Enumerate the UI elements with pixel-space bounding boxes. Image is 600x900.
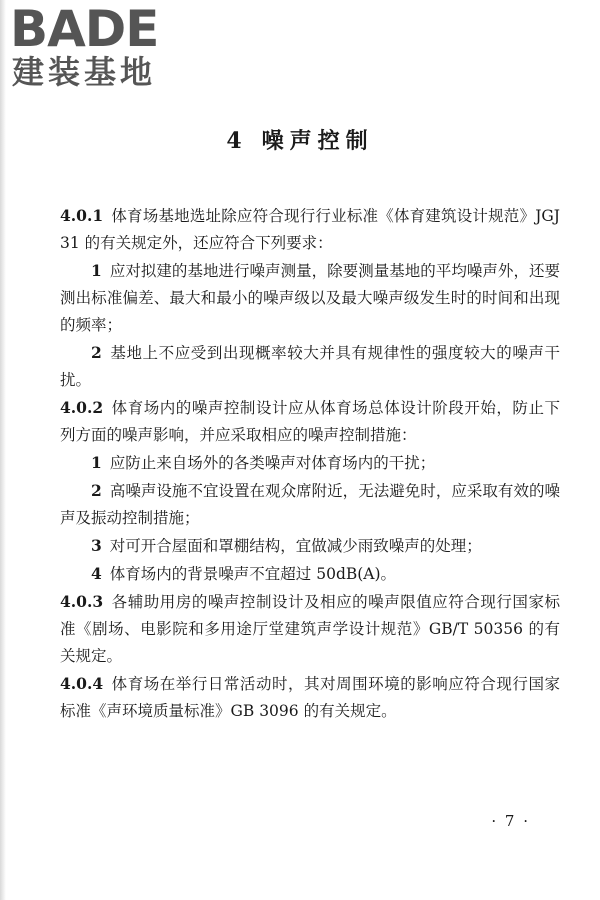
item-text: 对可开合屋面和罩棚结构，宜做减少雨致噪声的处理； [109, 537, 482, 555]
item-number: 2 [91, 343, 102, 362]
item-paragraph [60, 477, 560, 532]
item-paragraph [60, 449, 560, 477]
bade-logo [10, 2, 180, 94]
item-paragraph [60, 560, 560, 588]
clause-text: 各辅助用房的噪声控制设计及相应的噪声限值应符合现行国家标准《剧场、电影院和多用途厅堂建筑声学设计规范》GB/T 50356 的有关规定。 [60, 593, 560, 665]
item-number: 1 [91, 261, 102, 280]
clause-paragraph [60, 202, 560, 257]
clause-text: 体育场在举行日常活动时，其对周围环境的影响应符合现行国家标准《声环境质量标准》GB 3096 的有关规定。 [60, 675, 560, 720]
clause-number: 4.0.2 [60, 398, 104, 417]
item-number: 1 [91, 453, 102, 472]
item-paragraph [60, 257, 560, 339]
item-number: 2 [91, 481, 102, 500]
item-number: 3 [91, 536, 102, 555]
item-paragraph [60, 339, 560, 394]
clause-number: 4.0.3 [60, 592, 104, 611]
item-text: 应防止来自场外的各类噪声对体育场内的干扰； [109, 454, 436, 472]
logo-wordmark: BADE [10, 0, 159, 58]
item-text: 高噪声设施不宜设置在观众席附近，无法避免时，应采取有效的噪声及振动控制措施； [60, 482, 560, 527]
clause-text: 体育场内的噪声控制设计应从体育场总体设计阶段开始，防止下列方面的噪声影响，并应采取相应的噪声控制措施： [60, 399, 560, 444]
chapter-title-text: 噪声控制 [261, 128, 374, 154]
chapter-number: 4 [226, 128, 248, 154]
chapter-title [0, 124, 600, 155]
clause-number: 4.0.4 [60, 674, 104, 693]
clause-number: 4.0.1 [60, 206, 104, 225]
item-number: 4 [91, 564, 102, 583]
clause-paragraph [60, 394, 560, 449]
clause-paragraph [60, 588, 560, 670]
item-text: 应对拟建的基地进行噪声测量，除要测量基地的平均噪声外，还要测出标准偏差、最大和最小的噪声级以及最大噪声级发生时的时间和出现的频率； [60, 262, 560, 334]
page-number: · 7 · [491, 812, 530, 830]
logo-subtitle: 建装基地 [12, 53, 157, 91]
item-text: 基地上不应受到出现概率较大并具有规律性的强度较大的噪声干扰。 [60, 344, 560, 389]
item-paragraph [60, 532, 560, 560]
clause-paragraph [60, 670, 560, 725]
body-text [60, 202, 560, 725]
clause-text: 体育场基地选址除应符合现行行业标准《体育建筑设计规范》JGJ 31 的有关规定外，还应符合下列要求： [60, 207, 560, 252]
item-text: 体育场内的背景噪声不宜超过 50dB(A)。 [109, 565, 397, 583]
